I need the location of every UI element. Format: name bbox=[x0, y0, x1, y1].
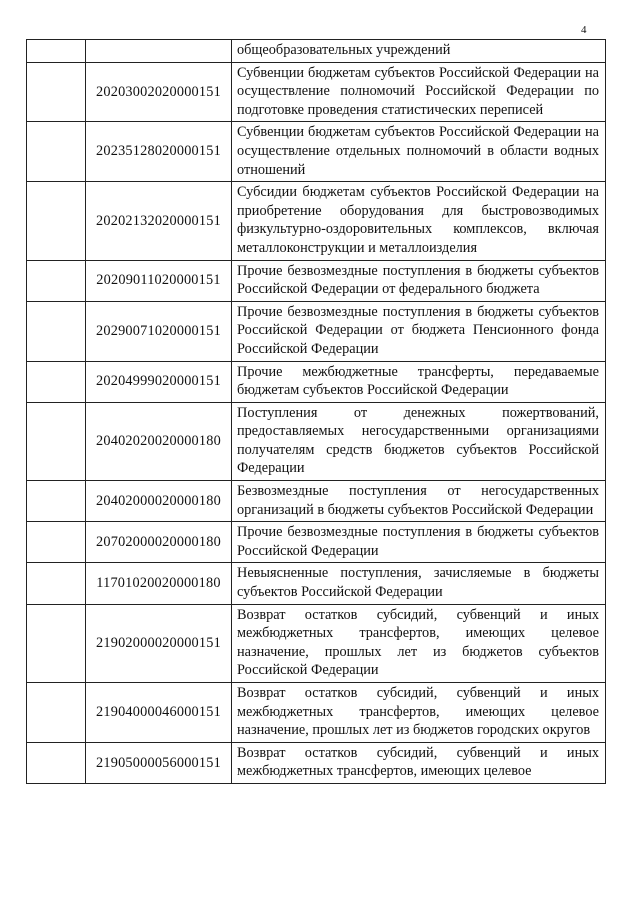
blank-cell bbox=[27, 122, 86, 182]
table-row bbox=[27, 182, 606, 260]
revenue-name: Прочие безвозмездные поступления в бюджеты субъектов Российской Федерации от бюджета Пенсионного фонда Российской Федерации bbox=[232, 301, 606, 361]
table-row bbox=[27, 481, 606, 522]
revenue-code: 21904000046000151 bbox=[86, 683, 232, 743]
revenue-name: Субвенции бюджетам субъектов Российской Федерации на осуществление полномочий Российской Федерации по подготовке проведения статистических переписей bbox=[232, 62, 606, 122]
revenue-code: 20203002020000151 bbox=[86, 62, 232, 122]
blank-cell bbox=[27, 522, 86, 563]
table-row bbox=[27, 361, 606, 402]
revenue-name: Невыясненные поступления, зачисляемые в бюджеты субъектов Российской Федерации bbox=[232, 563, 606, 604]
revenue-name: Субвенции бюджетам субъектов Российской Федерации на осуществление отдельных полномочий в области водных отношений bbox=[232, 122, 606, 182]
revenue-name: общеобразовательных учреждений bbox=[232, 40, 606, 63]
blank-cell bbox=[27, 361, 86, 402]
revenue-code: 11701020020000180 bbox=[86, 563, 232, 604]
blank-cell bbox=[27, 301, 86, 361]
blank-cell bbox=[27, 604, 86, 682]
budget-revenue-table bbox=[26, 39, 606, 784]
table-row bbox=[27, 683, 606, 743]
revenue-code bbox=[86, 40, 232, 63]
revenue-code: 20209011020000151 bbox=[86, 260, 232, 301]
revenue-name: Возврат остатков субсидий, субвенций и иных межбюджетных трансфертов, имеющих целевое bbox=[232, 742, 606, 783]
revenue-name: Субсидии бюджетам субъектов Российской Федерации на приобретение оборудования для быстровозводимых физкультурно-оздоровительных комплексов, включая металлоконструкции и металлоизделия bbox=[232, 182, 606, 260]
revenue-code: 20202132020000151 bbox=[86, 182, 232, 260]
blank-cell bbox=[27, 182, 86, 260]
revenue-name: Возврат остатков субсидий, субвенций и иных межбюджетных трансфертов, имеющих целевое назначение, прошлых лет из бюджетов субъектов Российской Федерации bbox=[232, 604, 606, 682]
table-row bbox=[27, 522, 606, 563]
revenue-code: 20702000020000180 bbox=[86, 522, 232, 563]
revenue-code: 20402000020000180 bbox=[86, 481, 232, 522]
blank-cell bbox=[27, 683, 86, 743]
blank-cell bbox=[27, 40, 86, 63]
revenue-name: Безвозмездные поступления от негосударственных организаций в бюджеты субъектов Российской Федерации bbox=[232, 481, 606, 522]
blank-cell bbox=[27, 62, 86, 122]
revenue-code: 20290071020000151 bbox=[86, 301, 232, 361]
blank-cell bbox=[27, 481, 86, 522]
table-row bbox=[27, 122, 606, 182]
revenue-name: Поступления от денежных пожертвований, предоставляемых негосударственными организациями получателям средств бюджетов субъектов Российской Федерации bbox=[232, 402, 606, 480]
revenue-code: 20204999020000151 bbox=[86, 361, 232, 402]
page-number: 4 bbox=[581, 24, 587, 36]
table-row bbox=[27, 604, 606, 682]
revenue-name: Прочие безвозмездные поступления в бюджеты субъектов Российской Федерации bbox=[232, 522, 606, 563]
blank-cell bbox=[27, 402, 86, 480]
table-row bbox=[27, 563, 606, 604]
revenue-code: 21905000056000151 bbox=[86, 742, 232, 783]
revenue-code: 20402020020000180 bbox=[86, 402, 232, 480]
revenue-code: 21902000020000151 bbox=[86, 604, 232, 682]
table-row bbox=[27, 260, 606, 301]
table-row bbox=[27, 402, 606, 480]
revenue-name: Прочие межбюджетные трансферты, передаваемые бюджетам субъектов Российской Федерации bbox=[232, 361, 606, 402]
table-row bbox=[27, 62, 606, 122]
revenue-name: Возврат остатков субсидий, субвенций и иных межбюджетных трансфертов, имеющих целевое назначение, прошлых лет из бюджетов городских округов bbox=[232, 683, 606, 743]
table-row bbox=[27, 40, 606, 63]
blank-cell bbox=[27, 742, 86, 783]
table-row bbox=[27, 301, 606, 361]
table-row bbox=[27, 742, 606, 783]
revenue-code: 20235128020000151 bbox=[86, 122, 232, 182]
blank-cell bbox=[27, 563, 86, 604]
blank-cell bbox=[27, 260, 86, 301]
revenue-name: Прочие безвозмездные поступления в бюджеты субъектов Российской Федерации от федерального бюджета bbox=[232, 260, 606, 301]
